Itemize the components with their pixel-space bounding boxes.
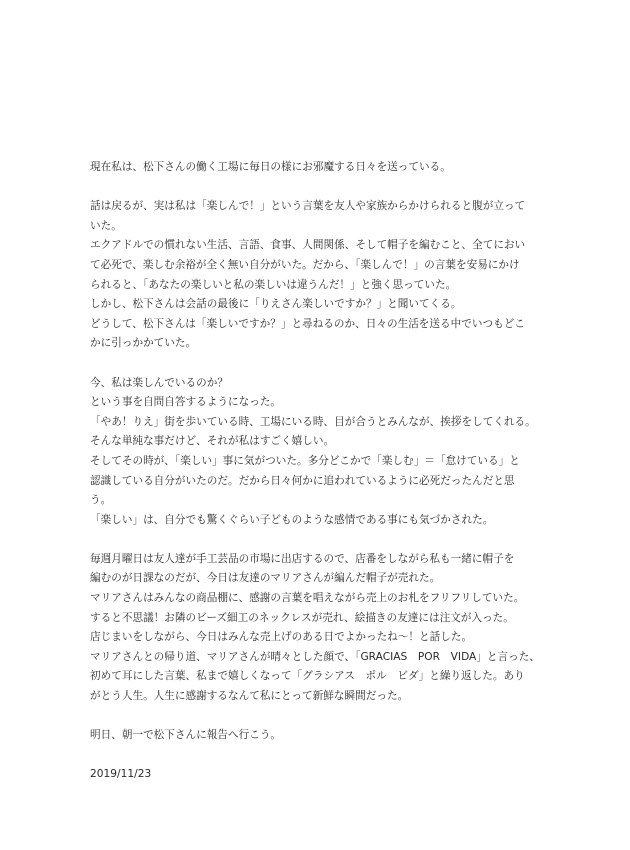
text-line: どうして、松下さんは「楽しいですか？」と尋ねるのか、日々の生活を送る中でいつもどこ [90, 317, 525, 330]
paragraph [90, 197, 550, 354]
text-line: う。 [90, 494, 112, 507]
text-line: いた。 [90, 219, 122, 232]
text-line: 毎週月曜日は友人達が手工芸品の市場に出店するので、店番をしながら私も一緒に帽子を [90, 552, 515, 565]
text-line: 認識している自分がいたのだ。だから日々何かに追われているように必死だったんだと思 [90, 474, 515, 487]
text-line: そしてその時が、「楽しい」事に気がついた。多分どこかで「楽しむ」＝「怠けている」と [90, 454, 520, 467]
text-line: て必死で、楽しむ余裕が全く無い自分がいた。だから、「楽しんで！」の言葉を安易にかけ [90, 258, 520, 271]
document-body [90, 158, 550, 805]
text-line: 今、私は楽しんでいるのか？ [90, 376, 228, 389]
text-line: しかし、松下さんは会話の最後に「りえさん楽しいですか？」と聞いてくる。 [90, 298, 462, 311]
text-line: エクアドルでの慣れない生活、言語、食事、人間関係、そして帽子を編むこと、全てにおい [90, 239, 526, 252]
paragraph [90, 726, 550, 746]
paragraph [90, 158, 550, 178]
date-text: 2019/11/23 [90, 768, 152, 781]
text-line: 話は戻るが、実は私は「楽しんで！」という言葉を友人や家族からかけられると腹が立って [90, 200, 526, 213]
text-line: 「やあ！りえ」街を歩いている時、工場にいる時、目が合うとみんなが、挨拶をしてくれる。 [90, 415, 536, 428]
text-line: そんな単純な事だけど、それが私はすごく嬉しい。 [90, 435, 335, 448]
text-line: られると、「あなたの楽しいと私の楽しいは違うんだ！」と強く思っていた。 [90, 278, 457, 291]
paragraph [90, 550, 550, 707]
text-line: かに引っかかていた。 [90, 337, 197, 350]
text-line: 初めて耳にした言葉、私まで嬉しくなって「グラシアス ポル ビダ」と繰り返した。あり [90, 670, 525, 683]
text-line: 店じまいをしながら、今日はみんな売上げのある日でよかったね〜！と話した。 [90, 631, 473, 644]
text-line: がとう人生。人生に感謝するなんて私にとって新鮮な瞬間だった。 [90, 690, 409, 703]
text-line: マリアさんとの帰り道、マリアさんが晴々とした顔で、「GRACIAS POR VIDA」と言った、 [90, 650, 541, 663]
text-line: という事を自問自答するようになった。 [90, 396, 282, 409]
text-line: 現在私は、松下さんの働く工場に毎日の様にお邪魔する日々を送っている。 [90, 161, 451, 173]
text-line: 「楽しい」は、自分でも驚くぐらい子どものような感情である事にも気づかされた。 [90, 513, 494, 526]
text-line: マリアさんはみんなの商品棚に、感謝の言葉を唱えながら売上のお札をフリフリしていた。 [90, 592, 525, 605]
text-line: すると不思議！お隣のビーズ細工のネックレスが売れ、絵描きの友達には注文が入った。 [90, 611, 514, 624]
date [90, 765, 550, 785]
text-line: 明日、朝一で松下さんに報告へ行こう。 [90, 729, 282, 742]
paragraph [90, 374, 550, 531]
text-line: 編むのが日課なのだが、今日は友達のマリアさんが編んだ帽子が売れた。 [90, 572, 441, 585]
